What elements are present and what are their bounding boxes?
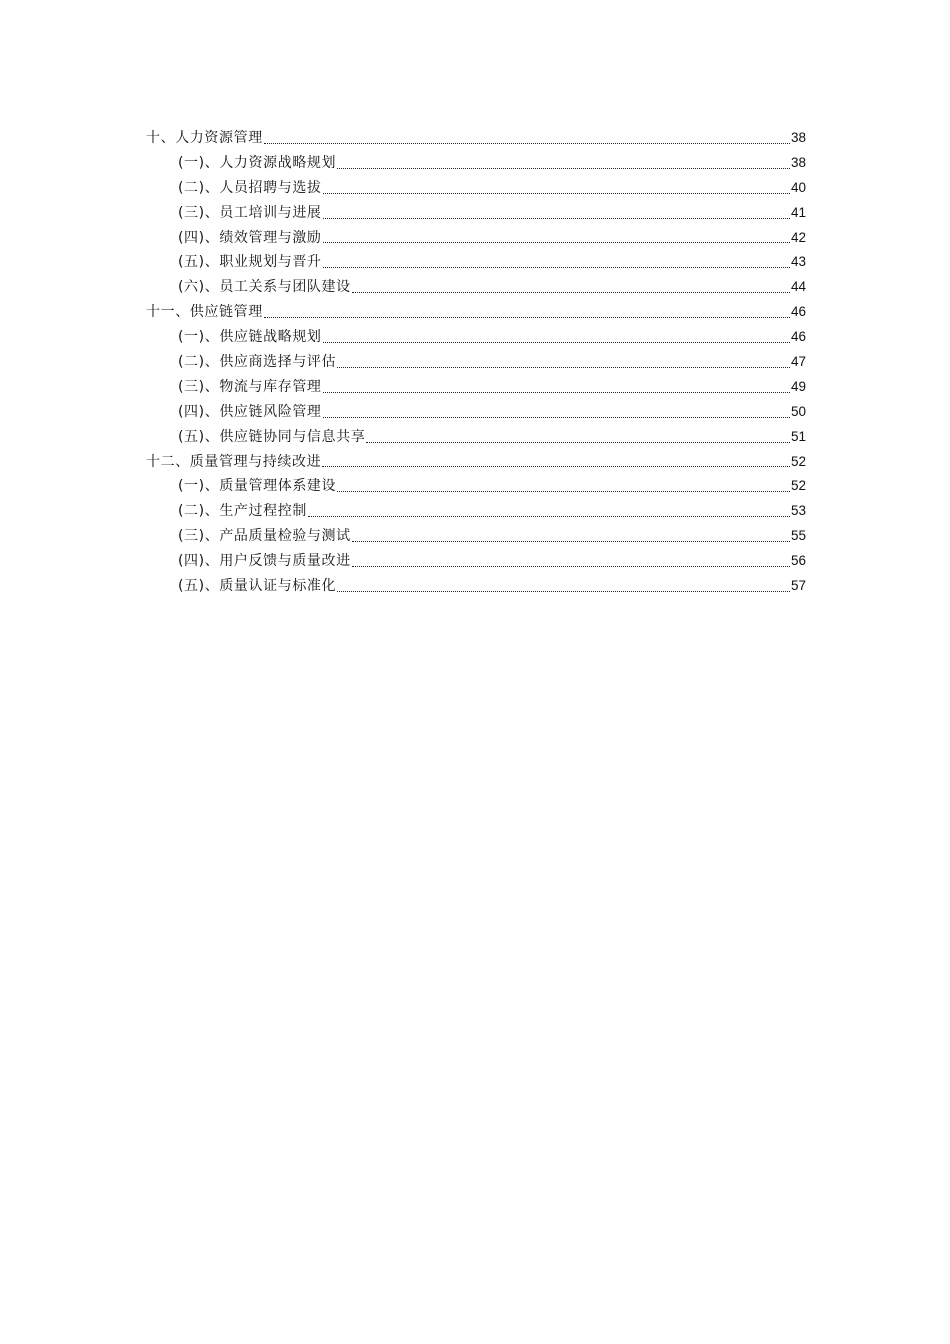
toc-entry[interactable] xyxy=(146,450,806,475)
toc-entry[interactable] xyxy=(146,176,806,201)
toc-entry-title: 十、人力资源管理 xyxy=(146,129,263,146)
toc-page-number: 52 xyxy=(790,453,806,469)
toc-page-number: 38 xyxy=(790,154,806,170)
toc-dot-leader xyxy=(323,400,790,425)
toc-entry-title: (一)、质量管理体系建设 xyxy=(178,478,337,495)
toc-page-number: 57 xyxy=(790,578,806,594)
toc-entry-title: (六)、员工关系与团队建设 xyxy=(178,279,351,296)
toc-page-number: 47 xyxy=(790,354,806,369)
toc-entry[interactable] xyxy=(146,201,806,226)
toc-dot-leader xyxy=(323,375,790,400)
toc-dot-leader xyxy=(323,226,790,251)
toc-dot-leader xyxy=(352,275,790,300)
toc-dot-leader xyxy=(308,499,790,524)
toc-dot-leader xyxy=(337,151,790,176)
toc-page-number: 46 xyxy=(790,329,806,345)
toc-entry-title: (三)、员工培训与进展 xyxy=(178,204,322,221)
toc-page-number: 50 xyxy=(790,403,806,419)
toc-dot-leader xyxy=(366,425,790,450)
toc-entry[interactable] xyxy=(146,350,806,375)
toc-page-number: 55 xyxy=(790,528,806,544)
toc-entry[interactable] xyxy=(146,524,806,549)
toc-entry-title: (五)、职业规划与晋升 xyxy=(178,254,322,271)
toc-dot-leader xyxy=(323,176,790,201)
toc-entry-title: (二)、生产过程控制 xyxy=(178,503,307,520)
toc-dot-leader xyxy=(337,474,790,499)
toc-entry-title: (一)、人力资源战略规划 xyxy=(178,154,337,171)
toc-page-number: 40 xyxy=(790,179,806,195)
toc-page-number: 42 xyxy=(790,229,806,245)
toc-dot-leader xyxy=(352,549,790,574)
toc-page-number: 43 xyxy=(790,254,806,270)
toc-entry-title: 十二、质量管理与持续改进 xyxy=(146,453,322,470)
toc-page-number: 49 xyxy=(790,378,806,394)
toc-page-number: 56 xyxy=(790,553,806,569)
toc-entry[interactable] xyxy=(146,474,806,499)
toc-dot-leader xyxy=(337,350,790,375)
toc-entry[interactable] xyxy=(146,126,806,151)
toc-entry[interactable] xyxy=(146,226,806,251)
toc-entry-title: (四)、绩效管理与激励 xyxy=(178,229,322,246)
toc-dot-leader xyxy=(264,126,790,151)
toc-page-number: 52 xyxy=(790,478,806,494)
toc-page-number: 53 xyxy=(790,503,806,519)
toc-entry-title: (四)、用户反馈与质量改进 xyxy=(178,553,351,570)
toc-entry-title: (二)、人员招聘与选拔 xyxy=(178,179,322,196)
toc-entry[interactable] xyxy=(146,499,806,524)
toc-page-number: 46 xyxy=(790,304,806,320)
toc-entry-title: 十一、供应链管理 xyxy=(146,304,263,321)
toc-dot-leader xyxy=(352,524,790,549)
toc-entry-title: (二)、供应商选择与评估 xyxy=(178,354,337,370)
toc-entry[interactable] xyxy=(146,325,806,350)
toc-entry-title: (一)、供应链战略规划 xyxy=(178,329,322,346)
toc-dot-leader xyxy=(337,574,790,599)
toc-entry-title: (五)、质量认证与标准化 xyxy=(178,578,337,595)
toc-entry[interactable] xyxy=(146,425,806,450)
toc-entry[interactable] xyxy=(146,300,806,325)
toc-entry-title: (四)、供应链风险管理 xyxy=(178,403,322,420)
toc-entry-title: (三)、物流与库存管理 xyxy=(178,378,322,395)
toc-entry[interactable] xyxy=(146,400,806,425)
toc-page-number: 38 xyxy=(790,129,806,145)
toc-entry-title: (三)、产品质量检验与测试 xyxy=(178,528,351,545)
toc-page-number: 44 xyxy=(790,279,806,295)
toc-entry[interactable] xyxy=(146,151,806,176)
toc-dot-leader xyxy=(264,300,790,325)
toc-dot-leader xyxy=(323,201,790,226)
toc-entry-title: (五)、供应链协同与信息共享 xyxy=(178,428,366,445)
table-of-contents xyxy=(146,126,806,599)
toc-entry[interactable] xyxy=(146,375,806,400)
toc-dot-leader xyxy=(323,250,790,275)
toc-dot-leader xyxy=(323,325,790,350)
toc-page-number: 51 xyxy=(790,428,806,444)
toc-dot-leader xyxy=(322,450,790,475)
toc-entry[interactable] xyxy=(146,250,806,275)
toc-page-number: 41 xyxy=(790,204,806,220)
toc-entry[interactable] xyxy=(146,574,806,599)
toc-entry[interactable] xyxy=(146,275,806,300)
toc-entry[interactable] xyxy=(146,549,806,574)
